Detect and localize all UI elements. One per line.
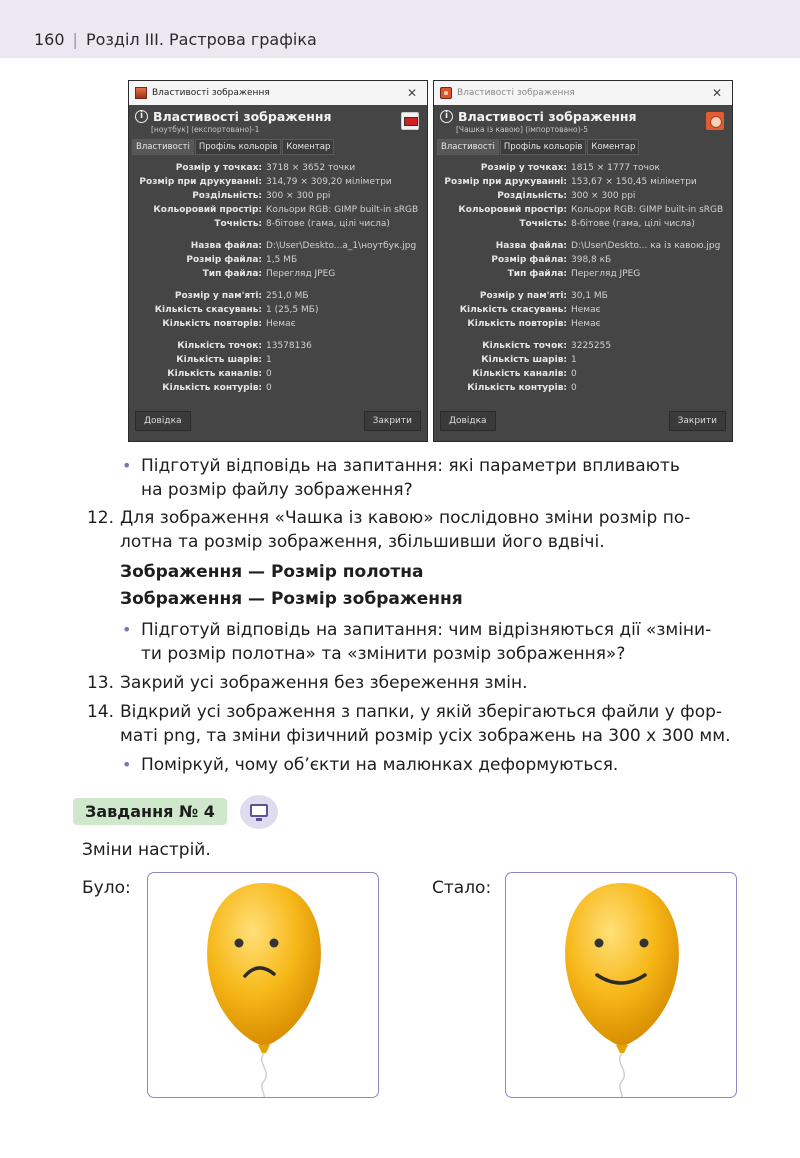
prop-label: Кількість шарів:: [481, 355, 567, 365]
close-icon[interactable]: ✕: [406, 86, 417, 100]
prop-value: Перегляд JPEG: [266, 269, 336, 279]
tab-properties[interactable]: Властивості: [437, 139, 499, 155]
balloon-body: [565, 883, 679, 1045]
prop-row: [129, 241, 427, 254]
item-number: 14.: [86, 702, 114, 722]
prop-row: [434, 355, 732, 368]
right-eye: [270, 939, 279, 948]
menu-path-canvas-size: Зображення — Розмір полотна: [120, 562, 424, 582]
balloon-knot: [258, 1045, 270, 1053]
prop-value: Немає: [571, 305, 601, 315]
prop-value: 3718 × 3652 точки: [266, 163, 356, 173]
task-instruction: Зміни настрій.: [82, 840, 211, 860]
prop-value: 1,5 МБ: [266, 255, 298, 265]
item-number: 12.: [86, 508, 114, 528]
prop-label: Тип файла:: [507, 269, 567, 279]
prop-label: Роздільність:: [497, 191, 567, 201]
prop-value: D:\User\Deskto...a_1\ноутбук.jpg: [266, 241, 417, 251]
prop-row: [129, 163, 427, 176]
prop-value: 1: [266, 355, 272, 365]
tab-properties[interactable]: Властивості: [132, 139, 194, 155]
app-icon: [135, 87, 147, 99]
prop-value: 300 × 300 ppi: [571, 191, 636, 201]
balloon-body: [207, 883, 321, 1045]
prop-label: Розмір у пам'яті:: [174, 291, 262, 301]
prop-label: Кількість каналів:: [167, 369, 262, 379]
image-frame-before: [147, 872, 379, 1098]
tab-comment[interactable]: Коментар: [282, 139, 334, 155]
close-button[interactable]: Закрити: [669, 411, 726, 431]
prop-row: [434, 177, 732, 190]
image-frame-after: [505, 872, 737, 1098]
balloon-knot: [616, 1045, 628, 1053]
prop-label: Кількість точок:: [482, 341, 567, 351]
prop-value: Немає: [266, 319, 296, 329]
before-label: Було:: [82, 878, 131, 898]
image-name: [ноутбук] (експортовано)-1: [151, 125, 260, 134]
app-icon: [440, 87, 452, 99]
bullet-question-file-size: [141, 454, 741, 502]
task-badge: Завдання № 4: [73, 798, 227, 825]
prop-value: 1: [571, 355, 577, 365]
text-line: • Підготуй відповідь на запитання: які параметри впливають: [141, 456, 680, 476]
prop-value: 0: [571, 383, 577, 393]
prop-label: Точність:: [519, 219, 567, 229]
dialog-heading: Властивості зображення: [153, 109, 332, 124]
prop-row: [129, 383, 427, 396]
prop-row: [434, 219, 732, 232]
prop-row: [434, 255, 732, 268]
right-eye: [640, 939, 649, 948]
dialog-header: [440, 109, 726, 139]
tab-comment[interactable]: Коментар: [587, 139, 639, 155]
prop-label: Розмір при друкуванні:: [139, 177, 262, 187]
prop-row: [434, 191, 732, 204]
header-line: [34, 30, 317, 49]
balloon-string: [262, 1053, 267, 1098]
text-line: • Підготуй відповідь на запитання: чим відрізняються дії «зміни-: [141, 620, 712, 640]
info-icon: i: [440, 110, 453, 123]
prop-label: Назва файла:: [495, 241, 567, 251]
prop-label: Кольоровий простір:: [458, 205, 567, 215]
prop-row: [434, 205, 732, 218]
prop-row: [129, 205, 427, 218]
prop-label: Розмір файла:: [491, 255, 567, 265]
prop-value: Немає: [571, 319, 601, 329]
sad-balloon-image: [148, 873, 379, 1098]
help-button[interactable]: Довідка: [135, 411, 191, 431]
after-label: Стало:: [432, 878, 492, 898]
prop-value: 0: [571, 369, 577, 379]
happy-balloon-image: [506, 873, 737, 1098]
prop-label: Точність:: [214, 219, 262, 229]
close-icon[interactable]: ✕: [711, 86, 722, 100]
prop-row: [434, 291, 732, 304]
text-line: Відкрий усі зображення з папки, у якій зберігаються файли у фор-: [120, 702, 723, 722]
text-line: на розмір файлу зображення?: [141, 480, 413, 500]
page-header: [0, 0, 800, 58]
prop-row: [129, 341, 427, 354]
left-eye: [595, 939, 604, 948]
properties-dialog-coffee-cup: [433, 80, 733, 442]
prop-row: [129, 219, 427, 232]
prop-label: Роздільність:: [192, 191, 262, 201]
item-14: [120, 700, 750, 748]
text-line: лотна та розмір зображення, збільшивши його вдвічі.: [120, 532, 605, 552]
image-name: [Чашка із кавою] (імпортовано)-5: [456, 125, 589, 134]
prop-row: [129, 291, 427, 304]
dialog-titlebar: [434, 81, 732, 105]
prop-row: [129, 355, 427, 368]
prop-row: [129, 177, 427, 190]
prop-label: Розмір у точках:: [175, 163, 262, 173]
prop-row: [129, 305, 427, 318]
menu-path-image-size: Зображення — Розмір зображення: [120, 589, 463, 609]
page-number: 160: [34, 30, 65, 49]
item-12: [120, 506, 744, 554]
prop-label: Розмір у пам'яті:: [479, 291, 567, 301]
prop-row: [434, 383, 732, 396]
prop-label: Кількість повторів:: [467, 319, 567, 329]
prop-label: Кількість контурів:: [162, 383, 262, 393]
prop-value: Кольори RGB: GIMP built-in sRGB: [266, 205, 419, 215]
prop-label: Назва файла:: [190, 241, 262, 251]
prop-row: [434, 305, 732, 318]
dialog-header: [135, 109, 421, 139]
left-eye: [235, 939, 244, 948]
monitor-stand: [256, 818, 262, 821]
window-title: Властивості зображення: [457, 88, 575, 98]
tabs: [437, 139, 640, 155]
dialog-titlebar: [129, 81, 427, 105]
text-line: ти розмір полотна» та «змінити розмір зображення»?: [141, 644, 626, 664]
prop-label: Кількість каналів:: [472, 369, 567, 379]
prop-value: 314,79 × 309,20 міліметри: [266, 177, 392, 187]
prop-value: 300 × 300 ppi: [266, 191, 331, 201]
prop-value: 153,67 × 150,45 міліметри: [571, 177, 697, 187]
prop-value: 1815 × 1777 точок: [571, 163, 660, 173]
prop-label: Кількість скасувань:: [154, 305, 262, 315]
prop-label: Тип файла:: [202, 269, 262, 279]
prop-value: 13578136: [266, 341, 312, 351]
prop-label: Кількість скасувань:: [459, 305, 567, 315]
prop-value: 30,1 МБ: [571, 291, 608, 301]
prop-value: Кольори RGB: GIMP built-in sRGB: [571, 205, 724, 215]
prop-row: [129, 369, 427, 382]
window-title: Властивості зображення: [152, 88, 270, 98]
prop-row: [434, 241, 732, 254]
image-thumbnail-icon: [401, 112, 419, 130]
prop-value: 398,8 кБ: [571, 255, 612, 265]
prop-label: Кількість повторів:: [162, 319, 262, 329]
tab-color-profile[interactable]: Профіль кольорів: [195, 139, 282, 155]
info-icon: i: [135, 110, 148, 123]
balloon-string: [620, 1053, 625, 1098]
dialog-heading: Властивості зображення: [458, 109, 637, 124]
prop-label: Кількість точок:: [177, 341, 262, 351]
prop-row: [434, 341, 732, 354]
monitor-screen: [250, 804, 268, 817]
prop-row: [129, 255, 427, 268]
prop-value: D:\User\Deskto... ка із кавою.jpg: [571, 241, 721, 251]
prop-label: Розмір файла:: [186, 255, 262, 265]
section-title: Розділ III. Растрова графіка: [85, 30, 317, 49]
prop-label: Кількість контурів:: [467, 383, 567, 393]
prop-value: 8-бітове (гама, цілі числа): [571, 219, 695, 229]
help-button[interactable]: Довідка: [440, 411, 496, 431]
tabs: [132, 139, 335, 155]
prop-value: 8-бітове (гама, цілі числа): [266, 219, 390, 229]
prop-row: [434, 163, 732, 176]
text-line: Для зображення «Чашка із кавою» послідовно зміни розмір по-: [120, 508, 691, 528]
header-separator: |: [72, 30, 78, 49]
prop-label: Розмір при друкуванні:: [444, 177, 567, 187]
prop-value: 0: [266, 369, 272, 379]
bullet-question-resize: [141, 618, 745, 666]
prop-value: 0: [266, 383, 272, 393]
item-13: Закрий усі зображення без збереження змін.: [120, 673, 528, 693]
prop-row: [129, 191, 427, 204]
computer-task-icon: [240, 795, 278, 829]
item-number: 13.: [86, 673, 114, 693]
close-button[interactable]: Закрити: [364, 411, 421, 431]
prop-row: [129, 319, 427, 332]
prop-value: Перегляд JPEG: [571, 269, 641, 279]
prop-row: [129, 269, 427, 282]
prop-label: Кількість шарів:: [176, 355, 262, 365]
bullet-think: • Поміркуй, чому об’єкти на малюнках деформуються.: [141, 753, 618, 777]
prop-row: [434, 369, 732, 382]
text-line: маті png, та зміни фізичний розмір усіх зображень на 300 х 300 мм.: [120, 726, 731, 746]
prop-label: Розмір у точках:: [480, 163, 567, 173]
image-thumbnail-icon: [706, 112, 724, 130]
prop-row: [434, 319, 732, 332]
prop-row: [434, 269, 732, 282]
prop-value: 1 (25,5 МБ): [266, 305, 319, 315]
prop-label: Кольоровий простір:: [153, 205, 262, 215]
prop-value: 251,0 МБ: [266, 291, 309, 301]
properties-dialog-laptop: [128, 80, 428, 442]
tab-color-profile[interactable]: Профіль кольорів: [500, 139, 587, 155]
prop-value: 3225255: [571, 341, 612, 351]
